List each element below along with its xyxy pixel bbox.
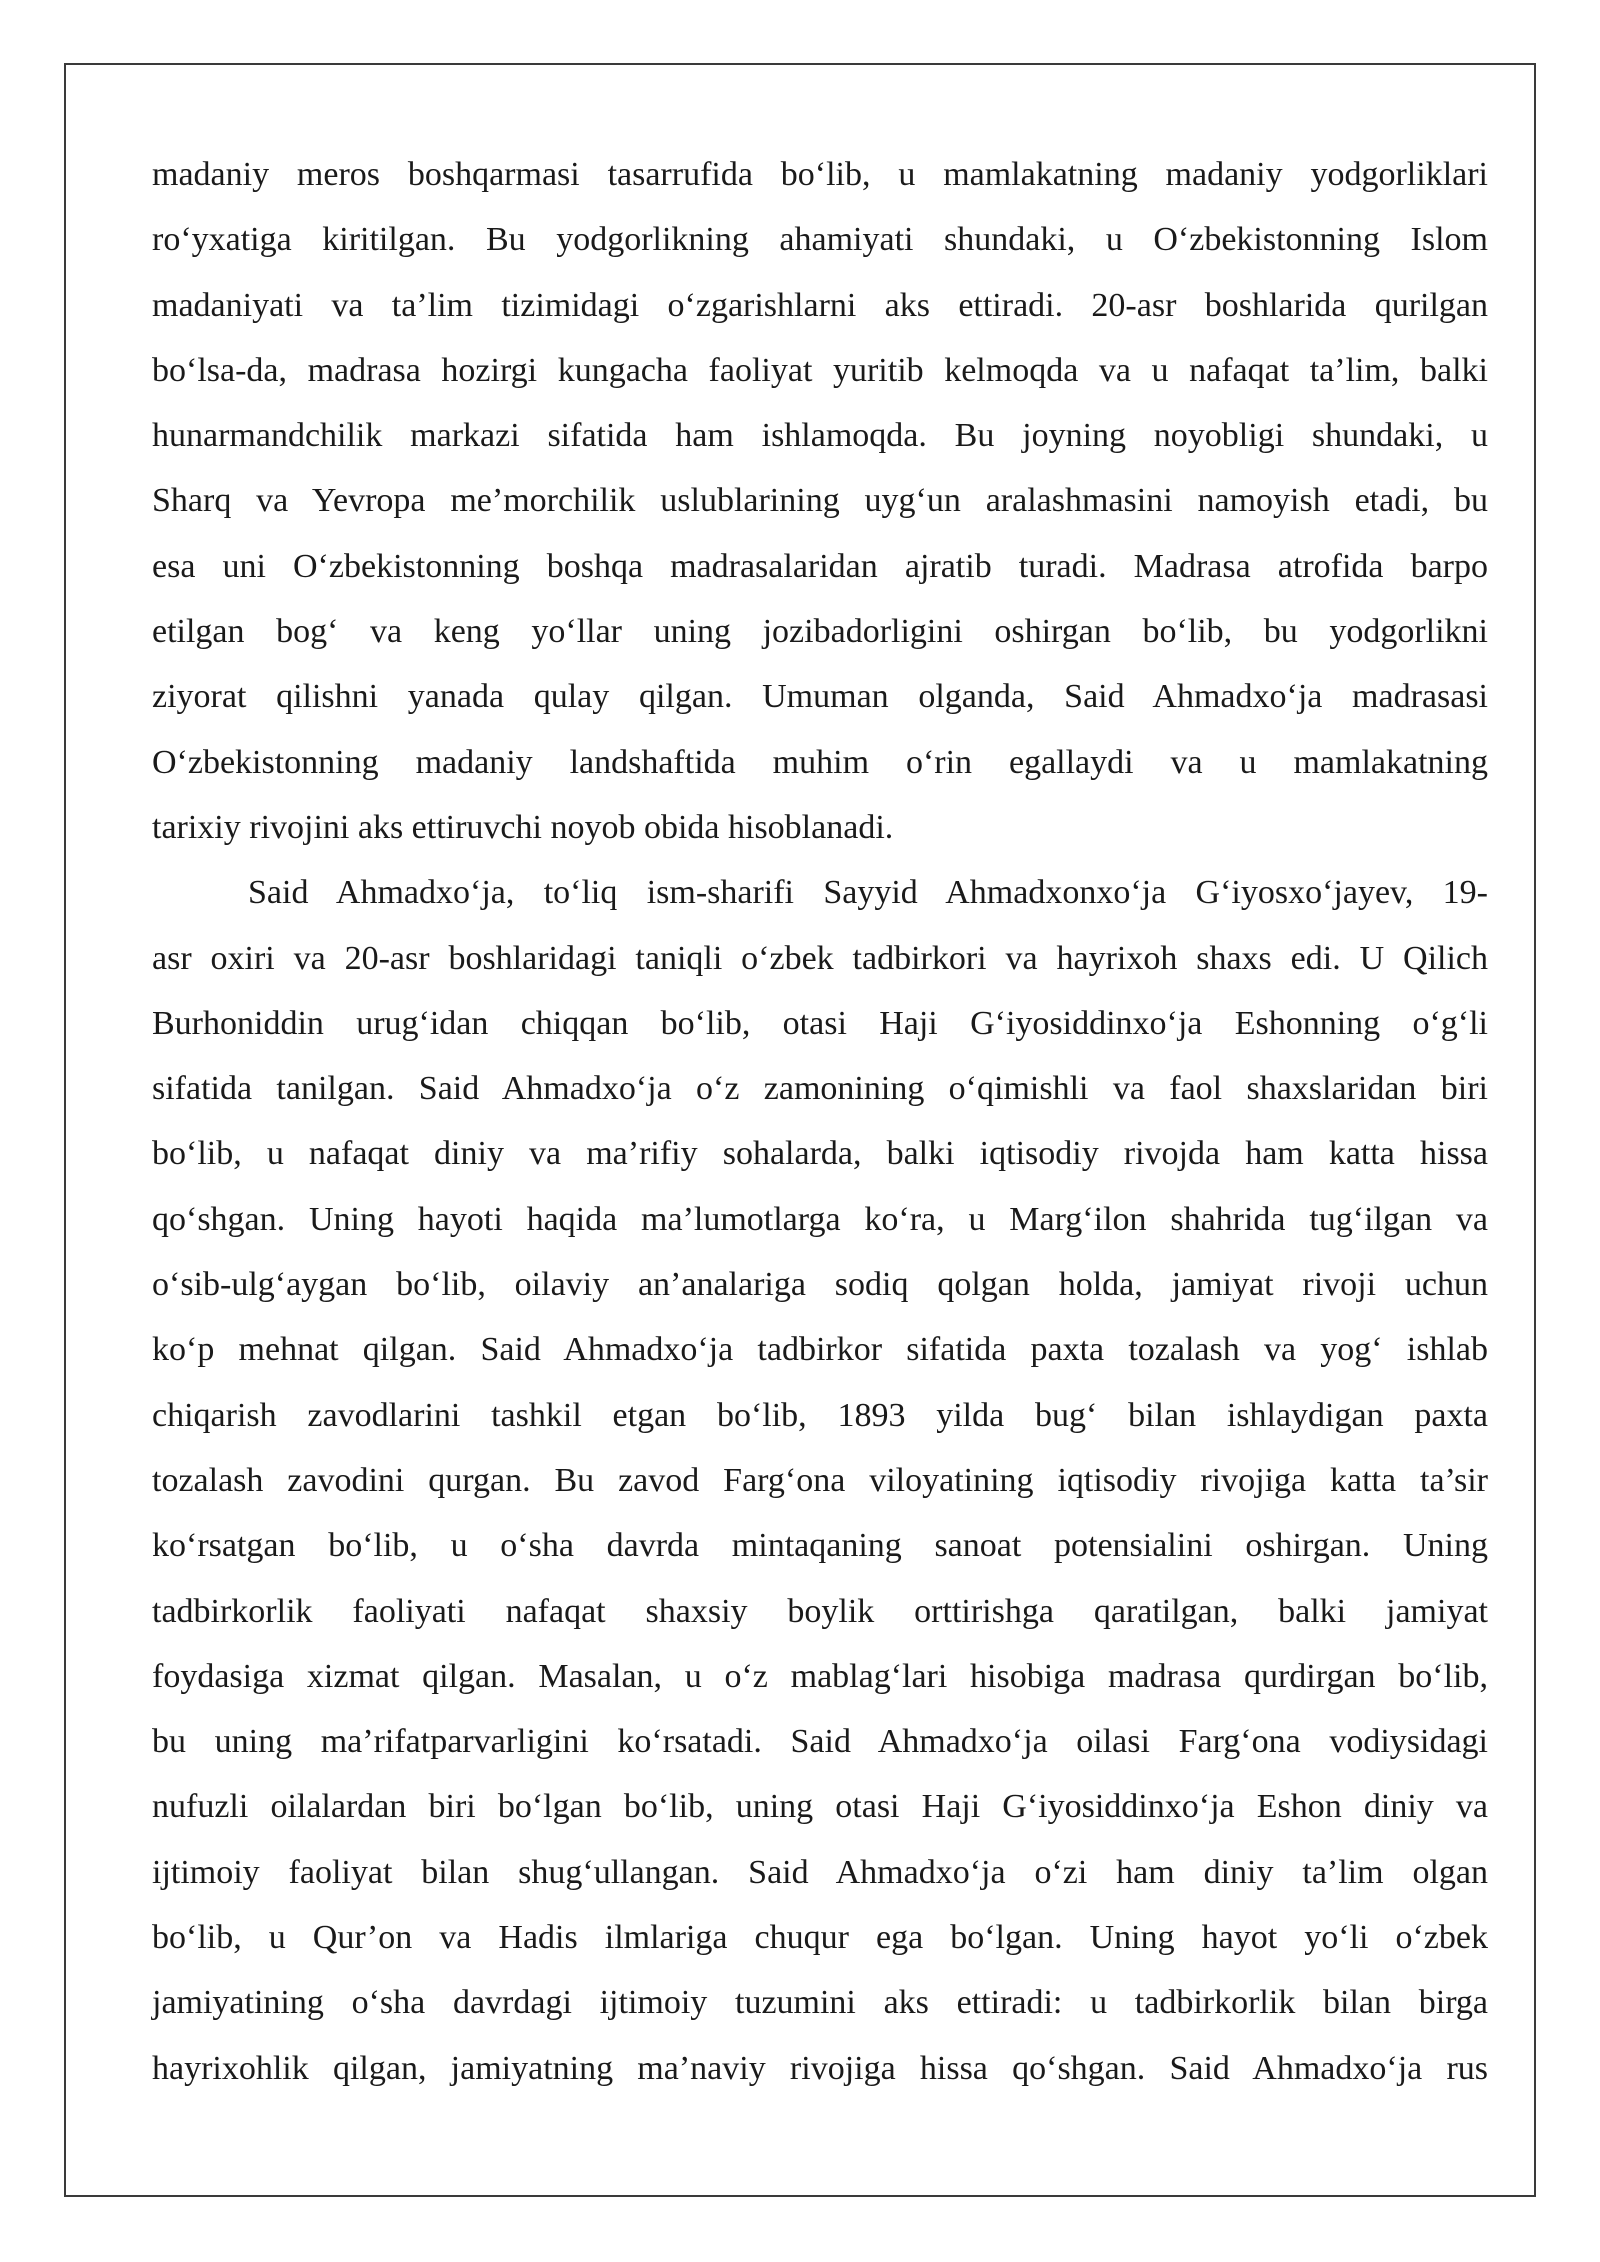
- document-body: [152, 142, 1488, 2101]
- text-line: bo‘lib, u nafaqat diniy va ma’rifiy sohalarda, balki iqtisodiy rivojda ham katta hissa: [152, 1135, 1488, 1173]
- text-line: tarixiy rivojini aks ettiruvchi noyob obida hisoblanadi.: [152, 808, 894, 846]
- text-line: O‘zbekistonning madaniy landshaftida muhim o‘rin egallaydi va u mamlakatning: [152, 743, 1488, 781]
- text-line: Sharq va Yevropa me’morchilik uslublarining uyg‘un aralashmasini namoyish etadi, bu: [152, 482, 1488, 520]
- text-line: ko‘p mehnat qilgan. Said Ahmadxo‘ja tadbirkor sifatida paxta tozalash va yog‘ ishlab: [152, 1331, 1488, 1369]
- text-line: hunarmandchilik markazi sifatida ham ishlamoqda. Bu joyning noyobligi shundaki, u: [152, 417, 1488, 455]
- text-line: jamiyatining o‘sha davrdagi ijtimoiy tuzumini aks ettiradi: u tadbirkorlik bilan birga: [152, 1984, 1488, 2022]
- text-line: madaniyati va ta’lim tizimidagi o‘zgarishlarni aks ettiradi. 20-asr boshlarida qurilgan: [152, 286, 1488, 324]
- text-line: tadbirkorlik faoliyati nafaqat shaxsiy boylik orttirishga qaratilgan, balki jamiyat: [152, 1592, 1488, 1630]
- text-line: foydasiga xizmat qilgan. Masalan, u o‘z mablag‘lari hisobiga madrasa qurdirgan bo‘lib,: [152, 1657, 1488, 1695]
- text-line: ro‘yxatiga kiritilgan. Bu yodgorlikning ahamiyati shundaki, u O‘zbekistonning Islom: [152, 221, 1488, 259]
- text-line: sifatida tanilgan. Said Ahmadxo‘ja o‘z zamonining o‘qimishli va faol shaxslaridan biri: [152, 1070, 1488, 1108]
- paragraph-2: [152, 860, 1488, 2101]
- text-line: ziyorat qilishni yanada qulay qilgan. Umuman olganda, Said Ahmadxo‘ja madrasasi: [152, 678, 1488, 716]
- text-line: Said Ahmadxo‘ja, to‘liq ism-sharifi Sayyid Ahmadxonxo‘ja G‘iyosxo‘jayev, 19-: [248, 874, 1488, 912]
- text-line: o‘sib-ulg‘aygan bo‘lib, oilaviy an’analariga sodiq qolgan holda, jamiyat rivoji uchun: [152, 1266, 1488, 1304]
- text-line: bu uning ma’rifatparvarligini ko‘rsatadi. Said Ahmadxo‘ja oilasi Farg‘ona vodiysidagi: [152, 1723, 1488, 1761]
- text-line: ijtimoiy faoliyat bilan shug‘ullangan. Said Ahmadxo‘ja o‘zi ham diniy ta’lim olgan: [152, 1853, 1488, 1891]
- text-line: qo‘shgan. Uning hayoti haqida ma’lumotlarga ko‘ra, u Marg‘ilon shahrida tug‘ilgan va: [152, 1200, 1488, 1238]
- text-line: hayrixohlik qilgan, jamiyatning ma’naviy rivojiga hissa qo‘shgan. Said Ahmadxo‘ja rus: [152, 2049, 1488, 2087]
- text-line: ko‘rsatgan bo‘lib, u o‘sha davrda mintaqaning sanoat potensialini oshirgan. Uning: [152, 1527, 1488, 1565]
- text-line: esa uni O‘zbekistonning boshqa madrasalaridan ajratib turadi. Madrasa atrofida barpo: [152, 547, 1488, 585]
- text-line: Burhoniddin urug‘idan chiqqan bo‘lib, otasi Haji G‘iyosiddinxo‘ja Eshonning o‘g‘li: [152, 1004, 1488, 1042]
- text-line: bo‘lib, u Qur’on va Hadis ilmlariga chuqur ega bo‘lgan. Uning hayot yo‘li o‘zbek: [152, 1919, 1488, 1957]
- text-line: etilgan bog‘ va keng yo‘llar uning jozibadorligini oshirgan bo‘lib, bu yodgorlikni: [152, 613, 1488, 651]
- text-line: asr oxiri va 20-asr boshlaridagi taniqli o‘zbek tadbirkori va hayrixoh shaxs edi. U Qilich: [152, 939, 1488, 977]
- text-line: madaniy meros boshqarmasi tasarrufida bo‘lib, u mamlakatning madaniy yodgorliklari: [152, 156, 1488, 193]
- text-line: tozalash zavodini qurgan. Bu zavod Farg‘ona viloyatining iqtisodiy rivojiga katta ta’sir: [152, 1461, 1488, 1499]
- text-line: bo‘lsa-da, madrasa hozirgi kungacha faoliyat yuritib kelmoqda va u nafaqat ta’lim, balki: [152, 351, 1488, 389]
- paragraph-1: [152, 142, 1488, 860]
- text-line: nufuzli oilalardan biri bo‘lgan bo‘lib, uning otasi Haji G‘iyosiddinxo‘ja Eshon diniy va: [152, 1788, 1488, 1826]
- text-line: chiqarish zavodlarini tashkil etgan bo‘lib, 1893 yilda bug‘ bilan ishlaydigan paxta: [152, 1396, 1488, 1434]
